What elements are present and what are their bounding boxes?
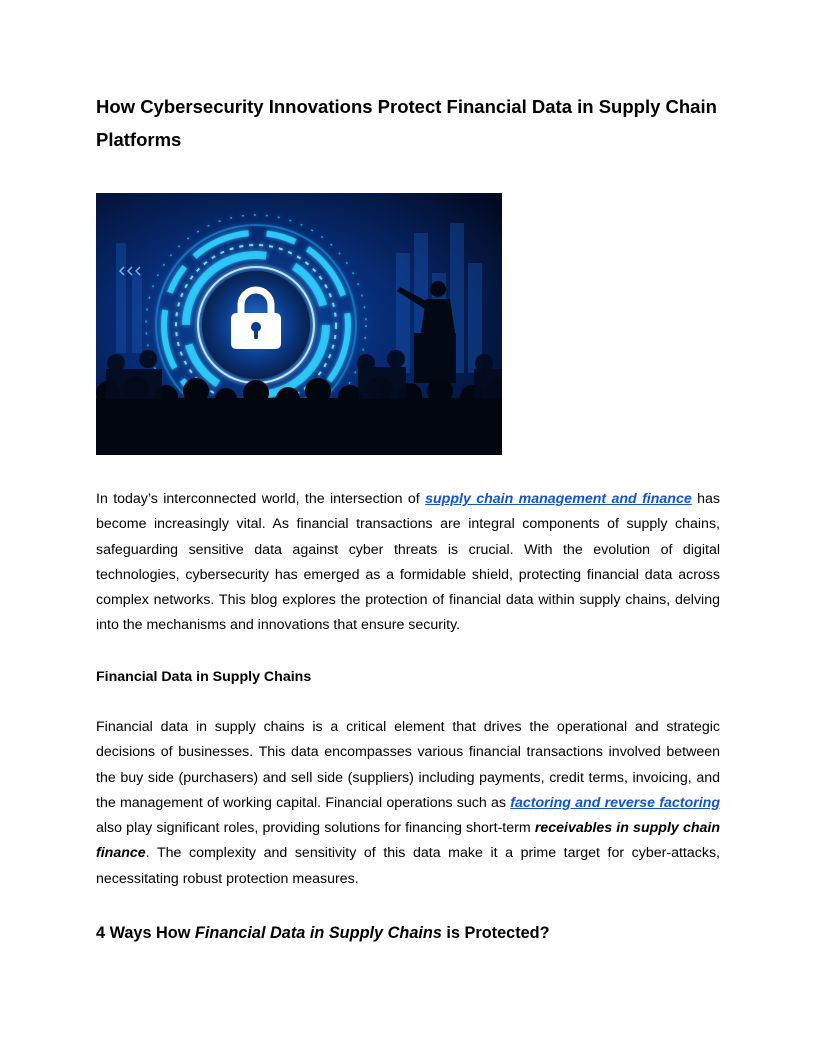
section-heading-financial-data: Financial Data in Supply Chains: [96, 669, 312, 685]
hero-image: [96, 193, 502, 455]
ways-heading-prefix: 4 Ways How: [96, 924, 195, 942]
supply-chain-finance-link[interactable]: supply chain management and finance: [425, 491, 692, 507]
intro-paragraph: [96, 487, 720, 639]
financial-data-paragraph: [96, 715, 720, 892]
ways-heading-suffix: is Protected?: [441, 924, 550, 942]
receivables-emphasis: receivables in supply chain finance: [96, 820, 720, 862]
financial-text-2: also play significant roles, providing solutions for financing short-term: [96, 820, 535, 837]
intro-text-start: In today’s interconnected world, the intersection of: [96, 491, 426, 507]
intro-text-end: has become increasingly vital. As financial transactions are integral components of supply chains, safeguarding sensitive data against cyber threats is crucial. With the evolution of digital technologies, cybersecurity has emerged as a formidable shield, protecting financial data across complex networks. This blog explores the protection of financial data within supply chains, delving into the mechanisms and innovations that ensure security.: [96, 491, 720, 634]
financial-text-1: Financial data in supply chains is a critical element that drives the operational and strategic decisions of businesses. This data encompasses various financial transactions involved between the buy side (purchasers) and sell side (suppliers) including payments, credit terms, invoicing, and the management of working capital. Financial operations such as: [96, 719, 720, 811]
page-title: How Cybersecurity Innovations Protect Financial Data in Supply Chain Platforms: [96, 96, 717, 150]
section-heading-ways: [96, 921, 550, 945]
ways-heading-emphasis: Financial Data in Supply Chains: [194, 924, 442, 942]
financial-text-3: . The complexity and sensitivity of this data make it a prime target for cyber-attacks, necessitating robust protection measures.: [96, 845, 720, 887]
factoring-link[interactable]: factoring and reverse factoring: [510, 794, 720, 811]
